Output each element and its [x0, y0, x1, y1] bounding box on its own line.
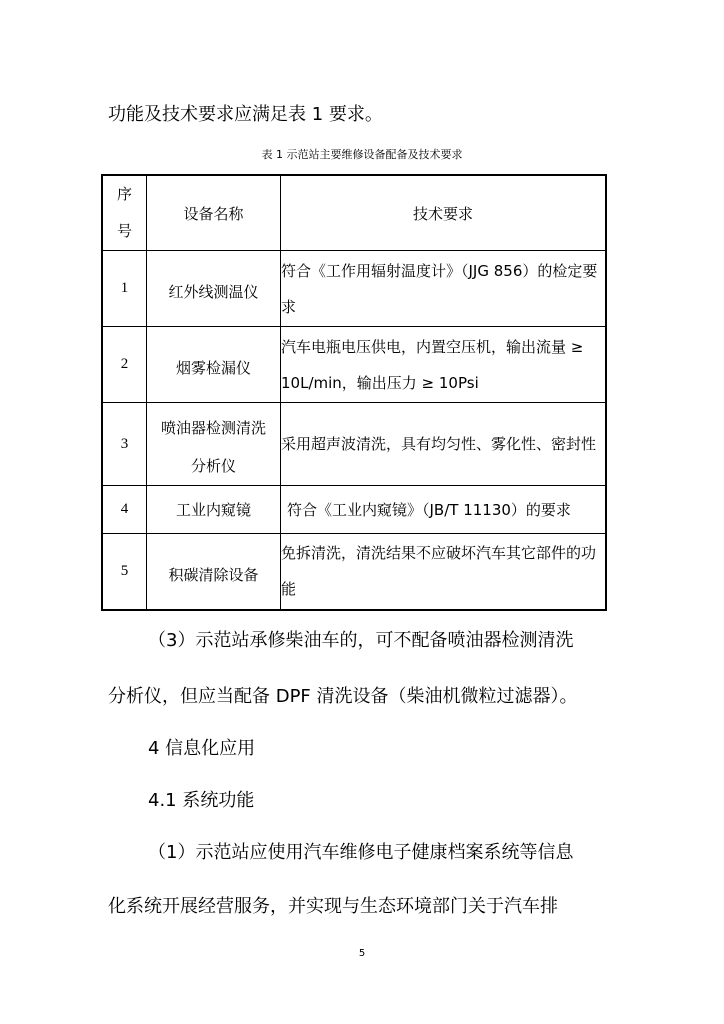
section-heading-4: 4 信息化应用	[148, 738, 256, 759]
row-name	[147, 486, 281, 534]
paragraph-1-line2: 化系统开展经营服务，并实现与生态环境部门关于汽车排	[108, 896, 558, 917]
table-row	[102, 251, 606, 327]
header-no-line2: 号	[116, 222, 132, 240]
row-requirement: 符合《工业内窥镜》（JB/T 11130）的要求	[281, 486, 607, 534]
table-row	[102, 403, 606, 486]
row-name-line1: 工业内窥镜	[175, 501, 251, 519]
row-name	[147, 251, 281, 327]
row-name-line1: 红外线测温仪	[168, 283, 259, 301]
header-no	[102, 175, 147, 251]
row-no: 2	[102, 327, 147, 403]
intro-line: 功能及技术要求应满足表 1 要求。	[108, 104, 383, 125]
row-requirement: 免拆清洗，清洗结果不应破坏汽车其它部件的功能	[281, 534, 607, 610]
table-caption: 表 1 示范站主要维修设备配备及技术要求	[261, 148, 463, 161]
row-name	[147, 327, 281, 403]
row-name	[147, 534, 281, 610]
row-requirement: 汽车电瓶电压供电，内置空压机，输出流量 ≥ 10L/min，输出压力 ≥ 10Psi	[281, 327, 607, 403]
paragraph-3-line2: 分析仪，但应当配备 DPF 清洗设备（柴油机微粒过滤器）。	[108, 686, 578, 707]
header-no-line1: 序	[116, 185, 132, 203]
row-no: 4	[102, 486, 147, 534]
table-row	[102, 486, 606, 534]
row-name-line2: 分析仪	[190, 457, 236, 475]
row-no: 1	[102, 251, 147, 327]
row-no: 3	[102, 403, 147, 486]
header-requirement: 技术要求	[281, 175, 607, 251]
row-requirement: 符合《工作用辐射温度计》（JJG 856）的检定要求	[281, 251, 607, 327]
row-name-line1: 喷油器检测清洗	[160, 419, 266, 437]
table-header-row	[102, 175, 606, 251]
row-name	[147, 403, 281, 486]
paragraph-3-line1: （3）示范站承修柴油车的，可不配备喷油器检测清洗	[148, 630, 574, 651]
row-no: 5	[102, 534, 147, 610]
section-heading-4-1: 4.1 系统功能	[148, 790, 255, 811]
equipment-table	[101, 174, 607, 611]
header-name: 设备名称	[147, 175, 281, 251]
table-row	[102, 534, 606, 610]
row-name-line1: 烟雾检漏仪	[175, 359, 251, 377]
row-name-line1: 积碳清除设备	[168, 565, 259, 584]
table-row	[102, 327, 606, 403]
row-requirement: 采用超声波清洗，具有均匀性、雾化性、密封性	[281, 403, 607, 486]
page-number: 5	[358, 948, 366, 959]
paragraph-1-line1: （1）示范站应使用汽车维修电子健康档案系统等信息	[148, 842, 574, 863]
